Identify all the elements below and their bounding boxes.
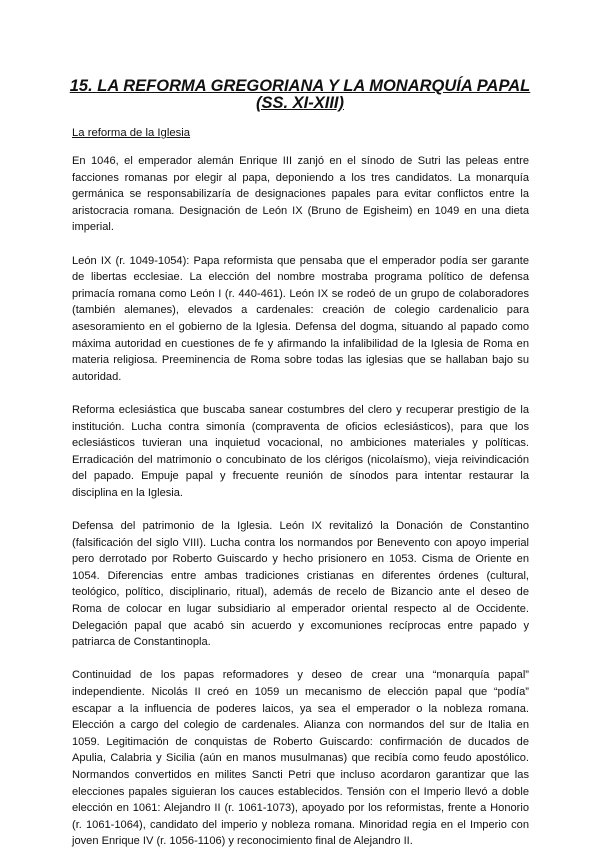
text-line: (r. 1061-1064), candidato del imperio y nobleza romana. Minoridad regia en el Imperio con [72, 818, 529, 831]
text-line: máxima autoridad en cuestiones de fe y afirmando la infalibilidad de la Iglesia de Roma en [72, 337, 529, 350]
text-line: Erradicación del matrimonio o concubinato de los clérigos (nicolaísmo), vieja reivindicación [72, 453, 529, 466]
text-line: pero derrotado por Roberto Guiscardo y hecho prisionero en 1053. Cisma de Oriente en [72, 553, 529, 566]
paragraph [72, 518, 529, 651]
text-line: teológico, político, disciplinario, ritual), además de recelo de Bizancio ante el deseo de [72, 586, 529, 599]
text-line: de libertas ecclesiae. La elección del nombre mostraba programa político de defensa [72, 271, 529, 284]
text-line: León IX (r. 1049-1054): Papa reformista que pensaba que el emperador podía ser garante [72, 254, 529, 267]
text-line: eclesiásticos tuvieran una inquietud vocacional, no ambiciones materiales y políticas. [72, 437, 529, 450]
text-line: (falsificación del siglo VIII). Lucha contra los normandos por Benevento con apoyo imperial [72, 536, 529, 549]
text-line: patriarca de Constantinopla. [72, 636, 211, 649]
text-line: elección en 1061: Alejandro II (r. 1061-1073), apoyado por los reformistas, frente a Honorio [72, 802, 529, 815]
text-line: facciones romanas por elegir al papa, deponiendo a los tres candidatos. La monarquía [72, 171, 529, 184]
text-line: autoridad. [72, 370, 122, 383]
text-line: primacía romana como León I (r. 440-461). León IX se rodeó de un grupo de colaboradores [72, 287, 529, 300]
text-line: Normandos convertidos en milites Sancti Petri que incluso acordaron garantizar que las [72, 768, 529, 781]
text-line: Elección a cargo del colegio de cardenales. Alianza con normandos del sur de Italia en [72, 719, 529, 732]
text-line: elecciones papales siguieran los cauces establecidos. Tensión con el Imperio llevó a doble [72, 785, 529, 798]
text-line: Reforma eclesiástica que buscaba sanear costumbres del clero y recuperar prestigio de la [72, 403, 529, 416]
text-line: germánica se responsabilizaría de designaciones papales para evitar conflictos entre la [72, 188, 529, 201]
text-line: asesoramiento en el gobierno de la Iglesia. Defensa del dogma, situando al papado como [72, 320, 529, 333]
text-line: joven Enrique IV (r. 1056-1106) y reconocimiento final de Alejandro II. [72, 835, 413, 848]
text-line: materia religiosa. Preeminencia de Roma sobre todas las iglesias que se hallaban bajo su [72, 354, 529, 367]
text-line: En 1046, el emperador alemán Enrique III zanjó en el sínodo de Sutri las peleas entre [72, 155, 529, 167]
text-line: Roma de colocar en lugar subsidiario al emperador oriental respecto al de Occidente. [72, 603, 529, 616]
document-title [60, 78, 540, 112]
text-line: 1054. Diferencias entre ambas tradiciones cristianas en diferentes órdenes (cultural, [72, 569, 529, 582]
section-heading: La reforma de la Iglesia [72, 127, 191, 139]
paragraph [72, 153, 529, 236]
text-line: institución. Lucha contra simonía (compraventa de oficios eclesiásticos), para que los [72, 420, 529, 433]
text-line: 1059. Legitimación de conquistas de Roberto Guiscardo: confirmación de ducados de [72, 735, 529, 748]
text-line: del papado. Empuje papal y frecuente reunión de sínodos para intentar restaurar la [72, 470, 529, 483]
paragraph [72, 667, 529, 850]
text-line: independiente. Nicolás II creó en 1059 un mecanismo de elección papal que “podía” [72, 686, 529, 698]
text-line: imperial. [72, 221, 114, 234]
text-line: Continuidad de los papas reformadores y deseo de crear una “monarquía papal” [72, 669, 529, 682]
text-line: Defensa del patrimonio de la Iglesia. León IX revitalizó la Donación de Constantino [72, 520, 529, 533]
paragraph [72, 253, 529, 386]
text-line: escapar a la influencia de poderes laicos, ya sea el emperador o la nobleza romana. [72, 702, 529, 715]
text-line: Apulia, Calabria y Sicilia (aún en manos musulmanas) que recibía como feudo apostólico. [72, 752, 529, 765]
text-line: aristocracia romana. Designación de León IX (Bruno de Egisheim) en 1049 en una dieta [72, 204, 529, 217]
text-line: disciplina en la Iglesia. [72, 486, 184, 499]
document-body [72, 153, 529, 867]
text-line: (también alemanes), elevados a cardenales: creación de colegio cardenalicio para [72, 304, 529, 317]
title-line-2: (SS. XI-XIII) [255, 94, 344, 112]
paragraph [72, 402, 529, 502]
title-line-1: 15. LA REFORMA GREGORIANA Y LA MONARQUÍA PAPAL [69, 77, 531, 95]
text-line: Delegación papal que acabó sin acuerdo y excomuniones recíprocas entre papado y [72, 619, 529, 632]
